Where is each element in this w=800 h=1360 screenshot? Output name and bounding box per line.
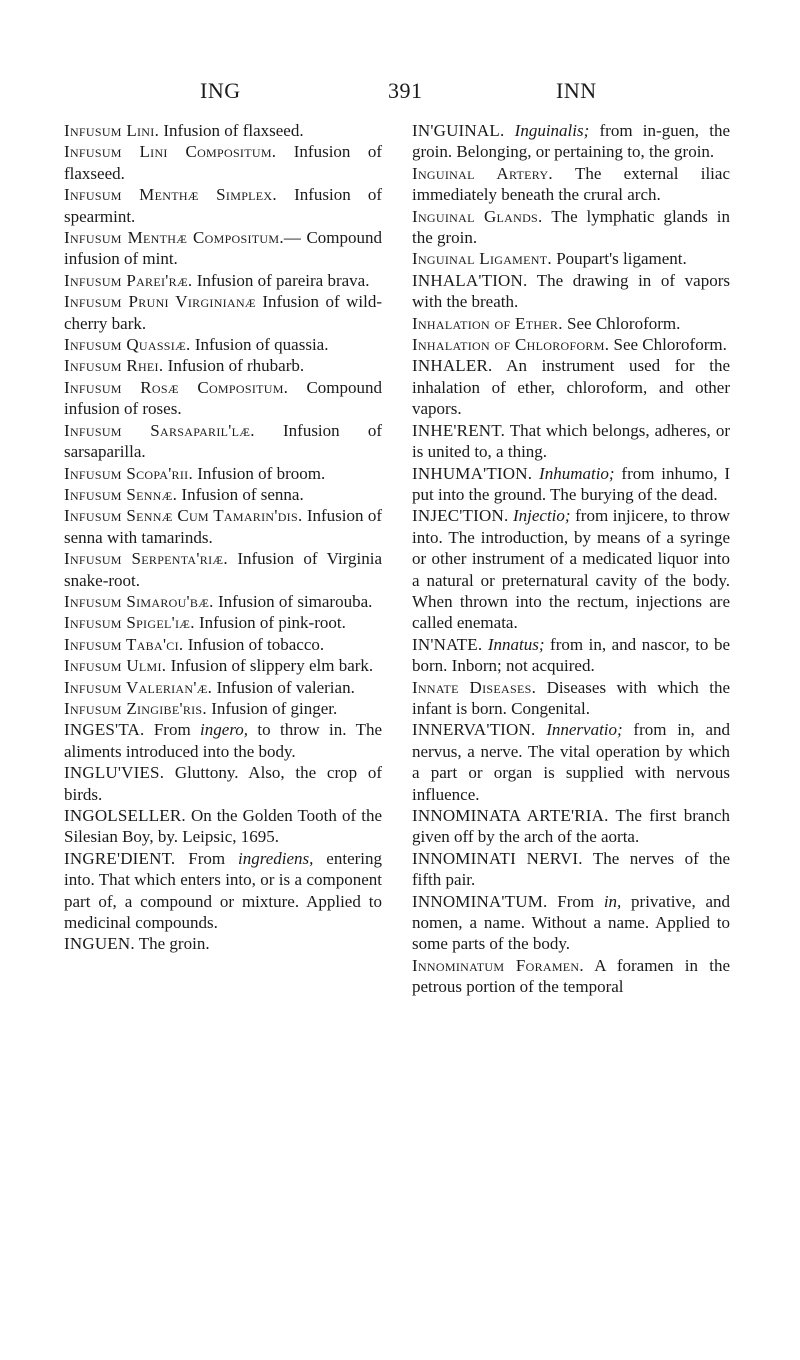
dictionary-entry [64,805,382,848]
entry-definition: Infusion of flaxseed. [64,142,382,183]
dictionary-entry [412,270,730,313]
entry-definition: The nerves of the fifth pair. [412,848,730,890]
entry-definition: A foramen in the petrous portion of the temporal [412,955,730,997]
entry-headword: INHALA'TION. [412,270,528,290]
entry-definition: Infusion of Virginia snake-root. [64,549,383,590]
dictionary-entry [64,612,382,633]
entry-definition: Poupart's ligament. [551,249,687,269]
entry-headword: Infusum Rosæ Compositum. [64,377,289,397]
entry-etymology: Innervatio; [546,720,623,740]
running-header [0,78,800,112]
entry-definition: An instrument used for the inhalation of ether, chloroform, and other vapors. [412,356,730,419]
entry-definition: Infusion of valerian. [212,677,355,697]
entry-headword: Infusum Lini Compositum. [64,142,277,162]
dictionary-entry [412,420,730,463]
entry-definition: from in-guen, the groin. Belonging, or pertaining to, the groin. [412,121,730,162]
dictionary-entry [64,355,382,376]
entry-headword: Infusum Sarsaparil'læ. [64,420,255,440]
entry-definition: entering into. That which enters into, or is a component part of, a compound or mixture. Applied to medicinal compounds. [64,848,383,933]
entry-etymology: in, [603,891,622,911]
entry-headword: INNOMINATI NERVI. [412,848,583,868]
entry-etymology: Injectio; [512,506,571,526]
dictionary-entry [64,420,382,463]
entry-headword: Infusum Lini. [64,121,160,140]
entry-headword: INHALER. [412,356,493,376]
dictionary-entry [412,891,730,955]
entry-headword: INHE'RENT. [412,420,506,440]
entry-etymology: ingrediens, [238,848,314,868]
entry-definition: from injicere, to throw into. The introduction, by means of a syringe or other instrument of a medicated liquor into a natural or preternatural cavity of the body. When thrown into the rectum, injections are called enemata. [412,506,730,633]
entry-definition: to throw in. The aliments introduced into the body. [64,720,383,761]
entry-etymology: Innatus; [487,634,545,654]
dictionary-entry [412,463,730,506]
entry-etymology: ingero, [200,720,249,740]
entry-headword: INNERVA'TION. [412,720,536,740]
entry-headword: INGUEN. [64,934,135,954]
entry-headword: IN'NATE. [412,634,483,654]
dictionary-entry [64,933,382,954]
dictionary-entry [412,206,730,249]
entry-definition: Infusion of quassia. [190,335,329,355]
entry-headword: Infusum Valerian'æ. [64,677,213,697]
entry-headword: Inguinal Glands. [412,206,543,226]
entry-definition: The drawing in of vapors with the breath. [412,270,730,312]
dictionary-entry [64,677,382,698]
dictionary-entry [412,505,730,633]
entry-headword: IN'GUINAL. [412,121,505,140]
entry-headword: Inguinal Ligament. [412,249,552,269]
dictionary-entry [64,762,382,805]
dictionary-entry [64,848,382,934]
entry-headword: Infusum Menthæ Simplex. [64,185,277,205]
entry-definition: See Chloroform. [562,313,681,333]
dictionary-entry [64,655,382,676]
dictionary-entry [64,463,382,484]
entry-headword: Infusum Taba'ci. [64,634,184,654]
entry-headword: Infusum Parei'ræ. [64,270,193,290]
entry-headword: INNOMINA'TUM. [412,891,548,911]
dictionary-entry [64,505,382,548]
entry-definition: Infusion of broom. [193,463,326,483]
entry-headword: Innominatum Foramen. [412,955,584,975]
dictionary-entry [64,484,382,505]
entry-definition: Infusion of sarsaparilla. [64,420,382,462]
entry-headword: Infusum Scopa'rii. [64,463,193,483]
dictionary-entry [412,313,730,334]
entry-headword: Infusum Menthæ Compositum. [64,228,284,248]
dictionary-entry [412,355,730,419]
dictionary-entry [412,248,730,269]
dictionary-entry [64,698,382,719]
entry-definition: Infusion of flaxseed. [159,121,304,140]
entry-definition: privative, and nomen, a name. Without a name. Applied to some parts of the body. [412,891,730,954]
dictionary-entry [412,634,730,677]
entry-definition: Infusion of slippery elm bark. [166,656,374,676]
dictionary-entry [64,548,382,591]
dictionary-entry [64,591,382,612]
right-column [412,120,730,998]
dictionary-entry [412,334,730,355]
entry-headword: Infusum Ulmi. [64,656,167,676]
entry-definition: Infusion of spearmint. [64,185,382,226]
entry-definition: Infusion of simarouba. [213,591,373,611]
dictionary-entry [64,120,382,141]
entry-etymology: Inhumatio; [539,463,615,483]
entry-headword: Infusum Pruni Virginianæ [64,292,256,312]
entry-headword: INGOLSELLER. [64,806,186,825]
entry-definition: from inhumo, I put into the ground. The burying of the dead. [412,463,731,504]
entry-definition: See Chloroform. [609,335,727,355]
entry-definition: Infusion of ginger. [206,698,338,718]
entry-definition: Infusion of senna. [177,484,304,504]
entry-headword: INHUMA'TION. [412,463,533,483]
entry-definition: from in, and nascor, to be born. Inborn; not acquired. [412,634,730,676]
entry-definition: Infusion of wild-cherry bark. [64,292,382,333]
dictionary-entry [64,184,382,227]
dictionary-entry [64,719,382,762]
entry-prefix: From [175,848,239,868]
dictionary-entry [64,291,382,334]
dictionary-entry [64,634,382,655]
entry-definition: That which belongs, adheres, or is united to, a thing. [412,420,730,462]
entry-definition: Infusion of pareira brava. [192,270,370,290]
entry-definition: Infusion of pink-root. [194,613,346,633]
entry-headword: Infusum Quassiæ. [64,335,191,355]
entry-headword: Infusum Serpenta'riæ. [64,549,228,569]
entry-etymology: Inguinalis; [514,121,590,140]
entry-definition: The lymphatic glands in the groin. [412,206,730,248]
left-column [64,120,382,955]
entry-definition: The first branch given off by the arch of the aorta. [412,806,730,847]
entry-headword: INGLU'VIES. [64,763,165,783]
entry-headword: INJEC'TION. [412,506,509,526]
entry-headword: Infusum Spigel'iæ. [64,613,195,633]
header-left-guideword: ING [200,78,241,103]
entry-headword: Infusum Sennæ. [64,484,178,504]
dictionary-entry [64,141,382,184]
entry-headword: INGRE'DIENT. [64,848,176,868]
entry-headword: INGES'TA. [64,720,145,740]
dictionary-entry [412,719,730,805]
dictionary-entry [412,848,730,891]
entry-definition: On the Golden Tooth of the Silesian Boy, by. Leipsic, 1695. [64,806,382,847]
entry-prefix: From [547,891,604,911]
dictionary-entry [64,227,382,270]
dictionary-entry [412,120,730,163]
entry-headword: Infusum Simarou'bæ. [64,591,214,611]
entry-definition: from in, and nervus, a nerve. The vital operation by which a part or organ is supplied with nervous influence. [412,720,730,804]
entry-definition: The external iliac immediately beneath the crural arch. [412,163,730,205]
entry-definition: Compound infusion of roses. [64,377,382,419]
entry-headword: Inhalation of Chloroform. [412,335,610,355]
entry-definition: Gluttony. Also, the crop of birds. [64,763,382,804]
entry-headword: Inhalation of Ether. [412,313,563,333]
entry-definition: Infusion of tobacco. [183,634,325,654]
dictionary-entry [64,270,382,291]
entry-prefix [535,720,546,739]
entry-prefix: From [144,720,201,740]
entry-headword: INNOMINATA ARTE'RIA. [412,806,609,825]
entry-definition: Infusion of senna with tamarinds. [64,506,382,547]
entry-headword: Infusum Zingibe'ris. [64,698,207,718]
dictionary-entry [64,334,382,355]
entry-definition: Diseases with which the infant is born. Congenital. [412,677,730,718]
entry-definition: — Compound infusion of mint. [64,228,383,269]
header-right-guideword: INN [556,78,597,103]
entry-prefix [504,121,514,140]
entry-definition: Infusion of rhubarb. [163,356,305,376]
page-number: 391 [388,78,423,103]
entry-definition: The groin. [134,934,210,954]
entry-headword: Infusum Sennæ Cum Tamarin'dis. [64,506,303,526]
dictionary-entry [412,677,730,720]
entry-headword: Inguinal Artery. [412,163,553,183]
dictionary-entry [412,163,730,206]
dictionary-entry [412,955,730,998]
dictionary-entry [412,805,730,848]
entry-headword: Infusum Rhei. [64,356,164,376]
entry-headword: Innate Diseases. [412,677,537,697]
dictionary-entry [64,377,382,420]
